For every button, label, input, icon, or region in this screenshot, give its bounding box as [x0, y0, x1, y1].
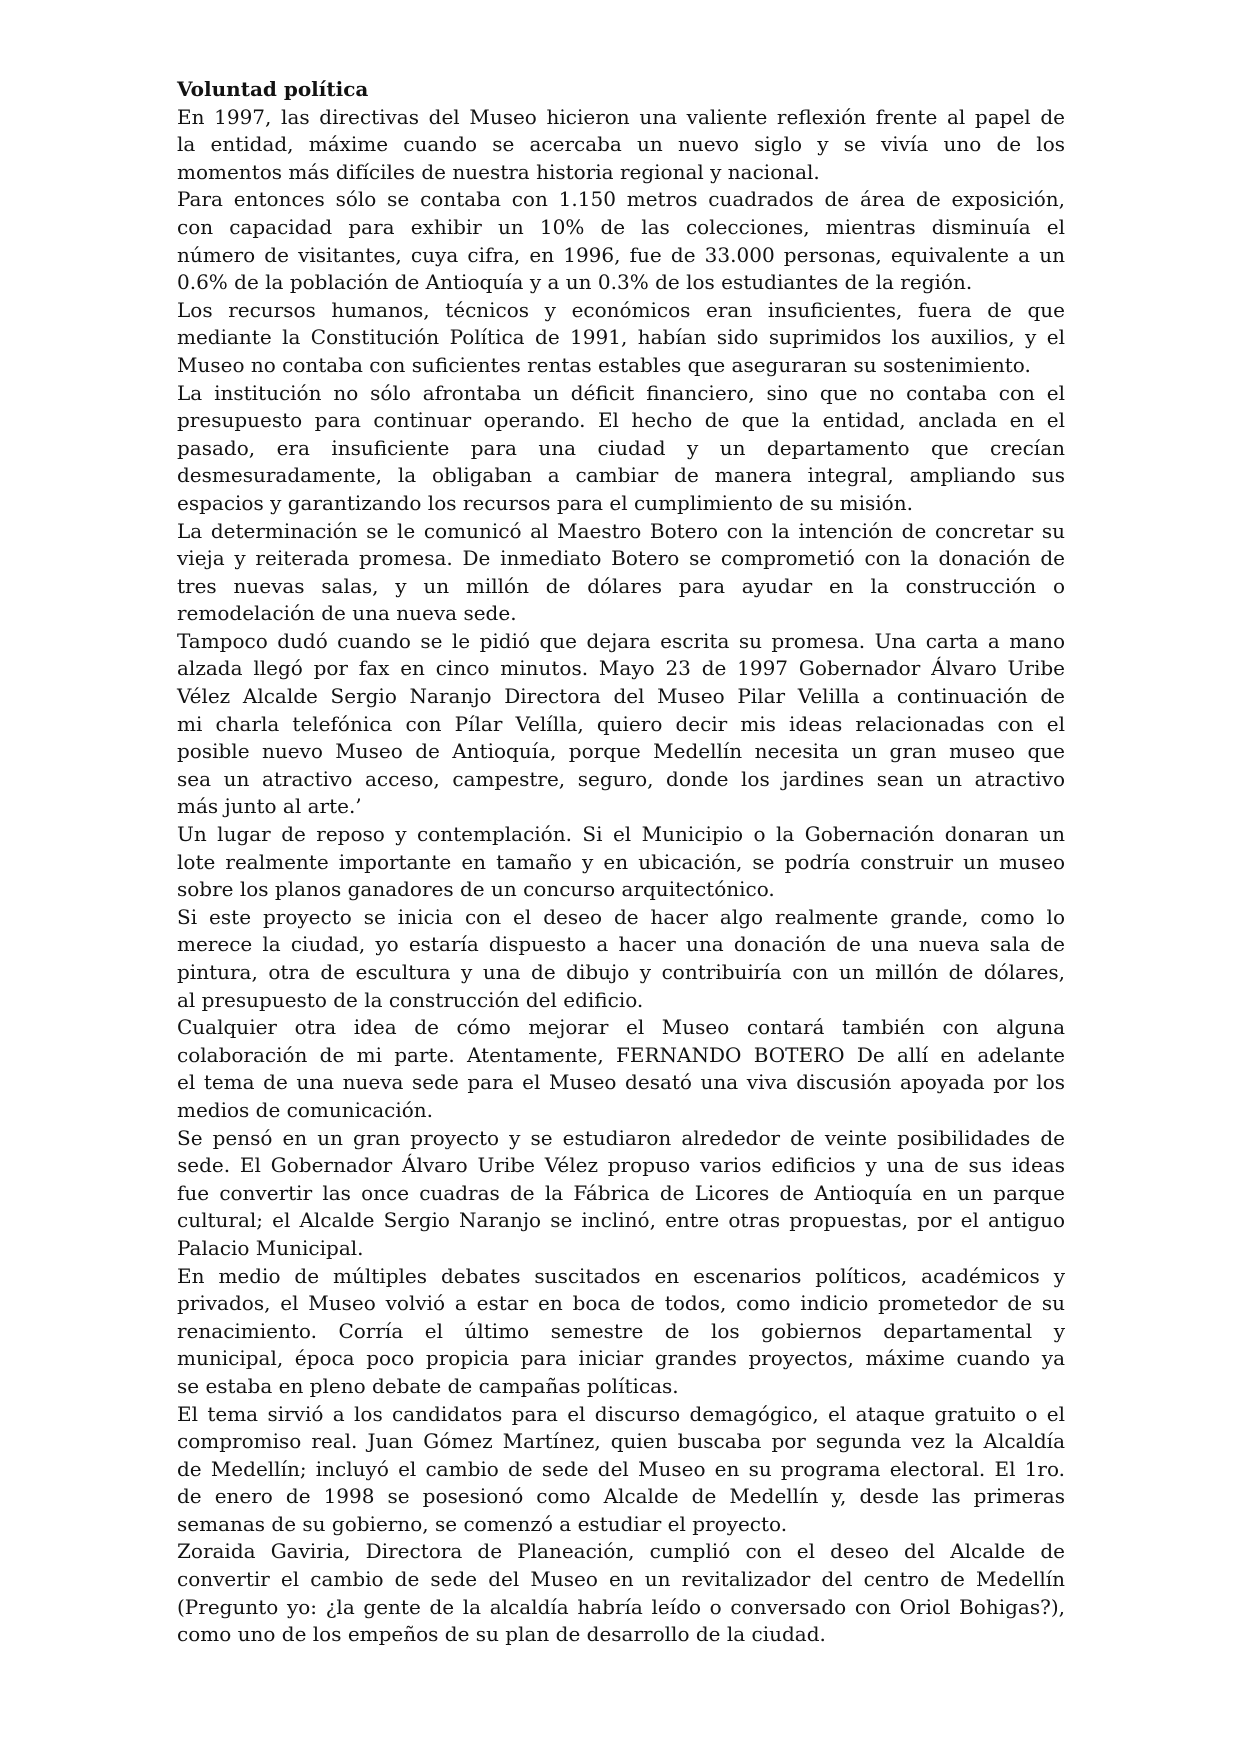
text-line: de Medellín; incluyó el cambio de sede del Museo en su programa electoral. El 1ro. [177, 1456, 1065, 1481]
text-line: municipal, época poco propicia para iniciar grandes proyectos, máxime cuando ya [177, 1346, 1065, 1371]
text-line: Cualquier otra idea de cómo mejorar el Museo contará también con alguna [177, 1015, 1065, 1040]
text-line: convertir el cambio de sede del Museo en un revitalizador del centro de Medellín [177, 1567, 1065, 1592]
text-line: Si este proyecto se inicia con el deseo de hacer algo realmente grande, como lo [177, 904, 1065, 929]
text-line: con capacidad para exhibir un 10% de las colecciones, mientras disminuía el [177, 214, 1065, 239]
text-line: tres nuevas salas, y un millón de dólares para ayudar en la construcción o [177, 573, 1065, 598]
text-line: Vélez Alcalde Sergio Naranjo Directora del Museo Pilar Velilla a continuación de [177, 684, 1065, 709]
text-line: presupuesto para continuar operando. El hecho de que la entidad, anclada en el [177, 408, 1065, 433]
text-line: Museo no contaba con suficientes rentas estables que aseguraran su sostenimiento. [177, 352, 1031, 377]
text-line: (Pregunto yo: ¿la gente de la alcaldía habría leído o conversado con Oriol Bohigas?), [177, 1594, 1065, 1619]
text-line: 0.6% de la población de Antioquía y a un 0.3% de los estudiantes de la región. [177, 270, 973, 295]
text-line: fue convertir las once cuadras de la Fábrica de Licores de Antioquía en un parque [177, 1180, 1065, 1205]
text-line: Palacio Municipal. [177, 1235, 364, 1260]
text-line: medios de comunicación. [177, 1097, 434, 1122]
text-line: privados, el Museo volvió a estar en boca de todos, como indicio prometedor de su [177, 1291, 1065, 1316]
text-line: el tema de una nueva sede para el Museo desató una viva discusión apoyada por los [177, 1070, 1065, 1095]
text-line: mi charla telefónica con Pílar Velílla, quiero decir mis ideas relacionadas con el [177, 711, 1065, 736]
text-line: compromiso real. Juan Gómez Martínez, quien buscaba por segunda vez la Alcaldía [177, 1429, 1065, 1454]
text-line: Los recursos humanos, técnicos y económicos eran insuficientes, fuera de que [177, 297, 1065, 322]
text-line: En medio de múltiples debates suscitados en escenarios políticos, académicos y [177, 1263, 1065, 1288]
text-line: más junto al arte.’ [177, 794, 362, 819]
text-line: pintura, otra de escultura y una de dibujo y contribuiría con un millón de dólares, [177, 960, 1065, 984]
text-line: semanas de su gobierno, se comenzó a estudiar el proyecto. [177, 1511, 788, 1536]
text-line: La determinación se le comunicó al Maestro Botero con la intención de concretar su [177, 518, 1065, 543]
text-line: de enero de 1998 se posesionó como Alcalde de Medellín y, desde las primeras [177, 1484, 1065, 1509]
text-line: merece la ciudad, yo estaría dispuesto a hacer una donación de una nueva sala de [177, 932, 1065, 957]
text-line: colaboración de mi parte. Atentamente, FERNANDO BOTERO De allí en adelante [177, 1042, 1065, 1067]
text-line: momentos más difíciles de nuestra historia regional y nacional. [177, 159, 820, 184]
text-line: número de visitantes, cuya cifra, en 1996, fue de 33.000 personas, equivalente a un [177, 242, 1065, 267]
text-line: remodelación de una nueva sede. [177, 601, 517, 626]
section-heading: Voluntad política [177, 77, 369, 101]
text-line: sede. El Gobernador Álvaro Uribe Vélez propuso varios edificios y una de sus ideas [177, 1153, 1065, 1178]
text-line: cultural; el Alcalde Sergio Naranjo se inclinó, entre otras propuestas, por el antiguo [177, 1208, 1065, 1233]
text-line: sobre los planos ganadores de un concurso arquitectónico. [177, 877, 775, 902]
text-line: sea un atractivo acceso, campestre, seguro, donde los jardines sean un atractivo [177, 766, 1065, 791]
text-line: La institución no sólo afrontaba un déficit financiero, sino que no contaba con el [177, 380, 1065, 405]
text-line: desmesuradamente, la obligaban a cambiar de manera integral, ampliando sus [177, 463, 1065, 488]
text-line: como uno de los empeños de su plan de desarrollo de la ciudad. [177, 1622, 826, 1647]
text-line: la entidad, máxime cuando se acercaba un nuevo siglo y se vivía uno de los [177, 132, 1065, 157]
text-line: mediante la Constitución Política de 1991, habían sido suprimidos los auxilios, y el [177, 325, 1065, 350]
text-line: lote realmente importante en tamaño y en ubicación, se podría construir un museo [177, 849, 1065, 874]
text-line: espacios y garantizando los recursos para el cumplimiento de su misión. [177, 490, 913, 515]
text-line: pasado, era insuficiente para una ciudad y un departamento que crecían [177, 435, 1065, 460]
text-line: Un lugar de reposo y contemplación. Si el Municipio o la Gobernación donaran un [177, 822, 1065, 847]
text-line: Tampoco dudó cuando se le pidió que dejara escrita su promesa. Una carta a mano [177, 628, 1065, 653]
text-line: Para entonces sólo se contaba con 1.150 metros cuadrados de área de exposición, [177, 187, 1065, 212]
text-line: renacimiento. Corría el último semestre de los gobiernos departamental y [177, 1318, 1065, 1343]
text-line: se estaba en pleno debate de campañas políticas. [177, 1373, 679, 1398]
text-line: al presupuesto de la construcción del edificio. [177, 987, 644, 1012]
text-line: Zoraida Gaviria, Directora de Planeación, cumplió con el deseo del Alcalde de [177, 1539, 1065, 1564]
text-line: posible nuevo Museo de Antioquía, porque Medellín necesita un gran museo que [177, 739, 1065, 764]
text-block [177, 76, 1065, 1649]
text-line: En 1997, las directivas del Museo hicieron una valiente reflexión frente al papel de [177, 104, 1065, 129]
body-text [177, 104, 1065, 1649]
text-line: vieja y reiterada promesa. De inmediato Botero se comprometió con la donación de [177, 546, 1065, 571]
text-line: Se pensó en un gran proyecto y se estudiaron alrededor de veinte posibilidades de [177, 1125, 1065, 1150]
text-line: alzada llegó por fax en cinco minutos. Mayo 23 de 1997 Gobernador Álvaro Uribe [177, 656, 1065, 681]
text-line: El tema sirvió a los candidatos para el discurso demagógico, el ataque gratuito o el [177, 1401, 1065, 1426]
